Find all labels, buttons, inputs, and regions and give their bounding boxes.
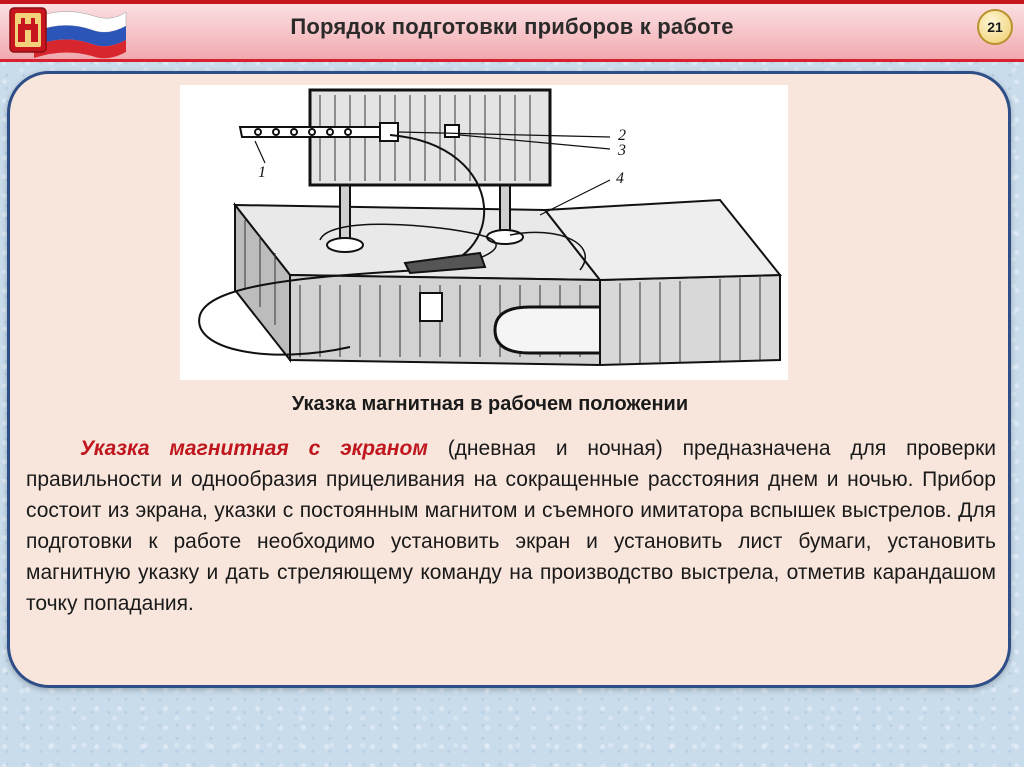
magnetic-pointer-illustration (180, 85, 788, 380)
callout-3: 3 (618, 142, 626, 159)
page-number-badge: 21 (977, 9, 1013, 45)
callout-4: 4 (616, 170, 624, 187)
figure-caption: Указка магнитная в рабочем положении (291, 393, 689, 415)
description-text: (дневная и ночная) предназначена для проверки правильности и однообразия прицеливания на сокращенные расстояния днем и ночью. Прибор состоит из экрана, указки с постоянным магнитом и съемного имитатора вспышек выстрелов. Для подготовки к работе необходимо установить экран и установить лист бумаги, установить магнитную указку и дать стреляющему команду на производство выстрела, отметив карандашом точку попадания. (26, 437, 996, 615)
slide-header (0, 0, 1024, 62)
description-lead: Указка магнитная с экраном (80, 437, 428, 460)
callout-1: 1 (258, 164, 266, 181)
callout-2: 2 (618, 127, 626, 144)
description-paragraph (26, 433, 996, 619)
header-red-strip (0, 0, 1024, 4)
page-title: Порядок подготовки приборов к работе (290, 14, 734, 39)
